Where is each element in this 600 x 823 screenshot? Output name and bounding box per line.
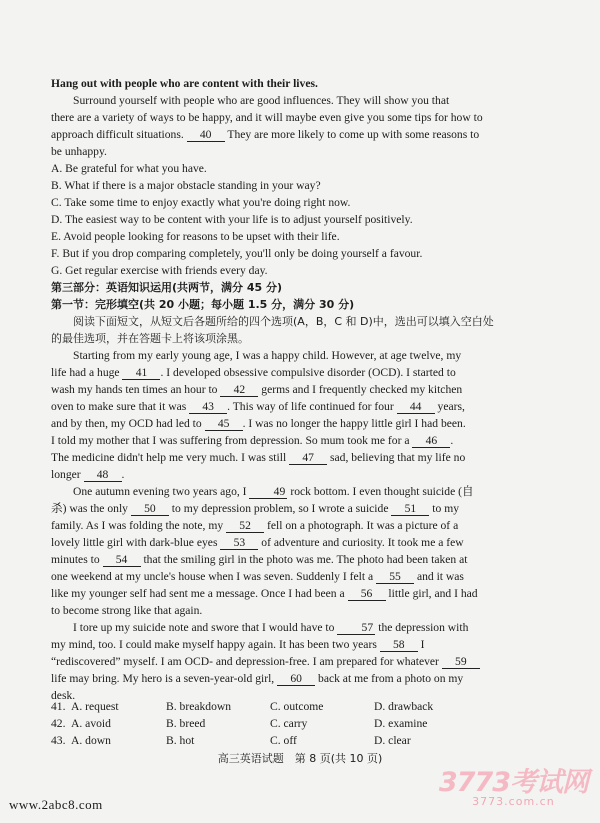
question-row xyxy=(51,717,561,734)
choice-a[interactable]: A. avoid xyxy=(71,717,111,730)
text-line: and by then, my OCD had led to 45 . I was no longer the happy little girl I had been. xyxy=(51,417,466,430)
blank-56[interactable]: 56 xyxy=(348,587,386,601)
instructions-line: 阅读下面短文，从短文后各题所给的四个选项(A，B，C 和 D)中，选出可以填入空白处 xyxy=(73,315,494,328)
text-line: longer 48 . xyxy=(51,468,125,481)
option-d: D. The easiest way to be content with your life is to adjust yourself positively. xyxy=(51,213,413,226)
text-line: desk. xyxy=(51,689,76,702)
text-line: One autumn evening two years ago, I 49 rock bottom. I even thought suicide (自 xyxy=(73,485,474,498)
text-line: to become strong like that again. xyxy=(51,604,203,617)
blank-52[interactable]: 52 xyxy=(226,519,264,533)
text-line: “rediscovered” myself. I am OCD- and depression-free. I am prepared for whatever 59 xyxy=(51,653,561,670)
blank-45[interactable]: 45 xyxy=(205,417,243,431)
text-line: I told my mother that I was suffering from depression. So mum took me for a 46 . xyxy=(51,434,454,447)
page-footer: 高三英语试题 第 8 页(共 10 页) xyxy=(217,752,383,765)
text-line: minutes to 54 that the smiling girl in the photo was me. The photo had been taken at xyxy=(51,553,468,566)
blank-41[interactable]: 41 xyxy=(122,366,160,380)
blank-55[interactable]: 55 xyxy=(376,570,414,584)
choice-d[interactable]: D. examine xyxy=(374,717,428,730)
choice-b[interactable]: B. breed xyxy=(166,717,206,730)
choice-c[interactable]: C. outcome xyxy=(270,700,324,713)
blank-51[interactable]: 51 xyxy=(391,502,429,516)
choice-c[interactable]: C. off xyxy=(270,734,297,747)
choice-d[interactable]: D. drawback xyxy=(374,700,434,713)
instructions-line: 的最佳选项，并在答题卡上将该项涂黑。 xyxy=(51,332,249,345)
blank-59[interactable]: 59 xyxy=(442,655,480,669)
option-b: B. What if there is a major obstacle standing in your way? xyxy=(51,179,321,192)
text-line: family. As I was folding the note, my 52 fell on a photograph. It was a picture of a xyxy=(51,519,459,532)
blank-40[interactable]: 40 xyxy=(187,128,225,142)
blank-57[interactable]: 57 xyxy=(337,621,375,635)
text-line: be unhappy. xyxy=(51,145,107,158)
watermark-url: 3773.com.cn xyxy=(472,795,555,808)
text-line: life may bring. My hero is a seven-year-old girl, 60 back at me from a photo on my xyxy=(51,672,464,685)
text-line: 杀) was the only 50 to my depression problem, so I wrote a suicide 51 to my xyxy=(51,502,460,515)
blank-42[interactable]: 42 xyxy=(220,383,258,397)
question-number: 42. xyxy=(51,717,66,730)
option-c: C. Take some time to enjoy exactly what you're doing right now. xyxy=(51,196,351,209)
blank-49[interactable]: 49 xyxy=(249,485,287,499)
text-line: Starting from my early young age, I was a happy child. However, at age twelve, my xyxy=(73,349,462,362)
text-line: my mind, too. I could make myself happy again. It has been two years 58 I xyxy=(51,638,425,651)
watermark-text: 3773考试网 xyxy=(438,767,588,798)
option-a: A. Be grateful for what you have. xyxy=(51,162,207,175)
text-line: there are a variety of ways to be happy, and it will maybe even give you some tips for how to xyxy=(51,111,483,124)
text-line: Surround yourself with people who are good influences. They will show you that xyxy=(73,94,450,107)
text-line: one weekend at my uncle's house when I was seven. Suddenly I felt a 55 and it was xyxy=(51,570,464,583)
blank-58[interactable]: 58 xyxy=(380,638,418,652)
watermark-logo xyxy=(439,760,588,808)
blank-47[interactable]: 47 xyxy=(289,451,327,465)
choice-a[interactable]: A. down xyxy=(71,734,111,747)
text-line: life had a huge 41 . I developed obsessive compulsive disorder (OCD). I started to xyxy=(51,366,456,379)
part3-heading: 第三部分：英语知识运用(共两节，满分 45 分) xyxy=(51,281,283,294)
choice-c[interactable]: C. carry xyxy=(270,717,308,730)
blank-43[interactable]: 43 xyxy=(189,400,227,414)
question-row xyxy=(51,700,561,717)
blank-48[interactable]: 48 xyxy=(84,468,122,482)
text-line: approach difficult situations. 40 They are more likely to come up with some reasons to xyxy=(51,128,480,141)
choice-d[interactable]: D. clear xyxy=(374,734,411,747)
blank-60[interactable]: 60 xyxy=(277,672,315,686)
option-f: F. But if you drop comparing completely, you'll only be doing yourself a favour. xyxy=(51,247,423,260)
choice-b[interactable]: B. hot xyxy=(166,734,195,747)
choice-a[interactable]: A. request xyxy=(71,700,119,713)
text-line: like my younger self had sent me a message. Once I had been a 56 little girl, and I had xyxy=(51,587,478,600)
text-line: wash my hands ten times an hour to 42 germs and I frequently checked my kitchen xyxy=(51,383,463,396)
text-line: I tore up my suicide note and swore that I would have to 57 the depression with xyxy=(73,621,469,634)
choice-b[interactable]: B. breakdown xyxy=(166,700,232,713)
blank-50[interactable]: 50 xyxy=(131,502,169,516)
question-number: 43. xyxy=(51,734,66,747)
text-line: lovely little girl with dark-blue eyes 53 of adventure and curiosity. It took me a few xyxy=(51,536,464,549)
question-row xyxy=(51,734,561,751)
blank-54[interactable]: 54 xyxy=(103,553,141,567)
blank-53[interactable]: 53 xyxy=(220,536,258,550)
website-url[interactable]: www.2abc8.com xyxy=(9,797,103,812)
option-g: G. Get regular exercise with friends every day. xyxy=(51,264,268,277)
text-line: The medicine didn't help me very much. I was still 47 sad, believing that my life no xyxy=(51,451,466,464)
section1-heading: 第一节：完形填空(共 20 小题；每小题 1.5 分，满分 30 分) xyxy=(51,298,355,311)
blank-46[interactable]: 46 xyxy=(412,434,450,448)
option-e: E. Avoid people looking for reasons to be upset with their life. xyxy=(51,230,340,243)
passage-title: Hang out with people who are content with their lives. xyxy=(51,77,318,90)
question-number: 41. xyxy=(51,700,66,713)
text-line: oven to make sure that it was 43 . This way of life continued for four 44 years, xyxy=(51,400,465,413)
blank-44[interactable]: 44 xyxy=(397,400,435,414)
